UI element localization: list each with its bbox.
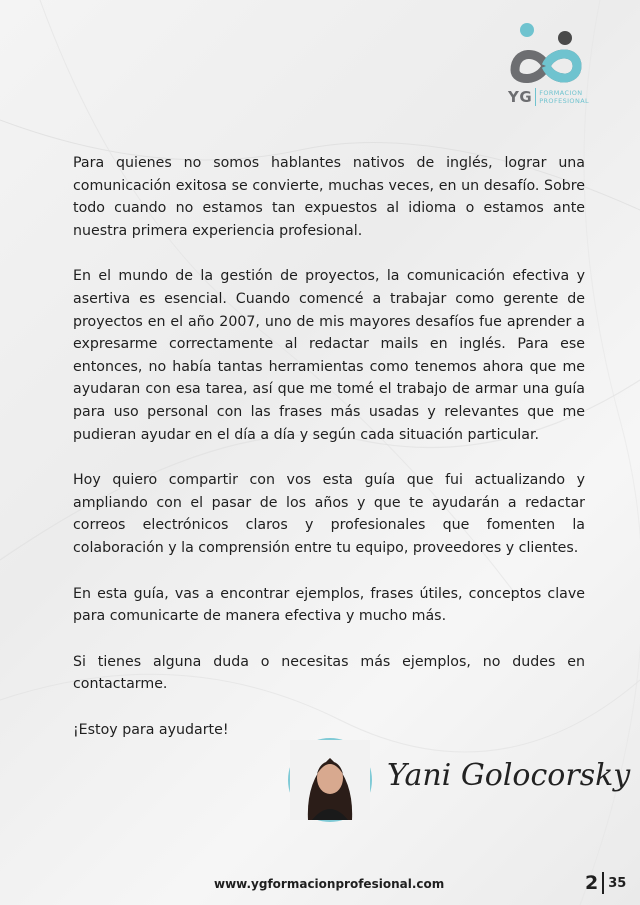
paragraph-background: En el mundo de la gestión de proyectos, la comunicación efectiva y asertiva es esencial. Cuando comencé a trabajar como gerente de proyectos en el año 2007, uno de mis mayores desafíos fue aprender a expresarme correctamente al redactar mails en inglés. Para ese entonces, no había tantas herramientas como tenemos ahora que me ayudaran con esa tarea, así que me tomé el trabajo de armar una guía para uso personal con las frases más usadas y relevantes que me pudieran ayudar en el día a día y según cada situación particular. [73,268,585,443]
paragraph-contents: En esta guía, vas a encontrar ejemplos, frases útiles, conceptos clave para comunicarte de manera efectiva y mucho más. [73,585,585,625]
author-portrait-icon [290,740,370,820]
logo-subtitle [539,89,589,105]
page-number [585,872,626,894]
page-divider [602,872,604,894]
logo-wordmark [508,88,589,106]
current-page: 2 [585,872,599,894]
author-avatar [288,738,372,822]
paragraph-contact: Si tienes alguna duda o necesitas más ejemplos, no dudes en contactarme. [73,653,585,693]
total-pages: 35 [608,875,627,891]
logo-initials: YG [508,88,533,106]
letter-body [73,152,585,764]
signature-text: Yani Golocorsky [387,758,631,793]
logo-divider [535,88,536,106]
logo-line-1: FORMACION [539,89,583,97]
author-signature [385,745,631,805]
footer-website: www.ygformacionprofesional.com [214,877,445,891]
logo-line-2: PROFESIONAL [539,97,590,105]
paragraph-purpose: Hoy quiero compartir con vos esta guía que fui actualizando y ampliando con el pasar de los años y que te ayudarán a redactar correos electrónicos claros y profesionales que fomenten la colaboración y la comprensión entre tu equipo, proveedores y clientes. [73,472,585,556]
paragraph-intro: Para quienes no somos hablantes nativos de inglés, lograr una comunicación exitosa se convierte, muchas veces, en un desafío. Sobre todo cuando no estamos tan expuestos al idioma o estamos ante nuestra primera experiencia profesional. [73,155,585,239]
paragraph-closing: ¡Estoy para ayudarte! [73,721,229,738]
